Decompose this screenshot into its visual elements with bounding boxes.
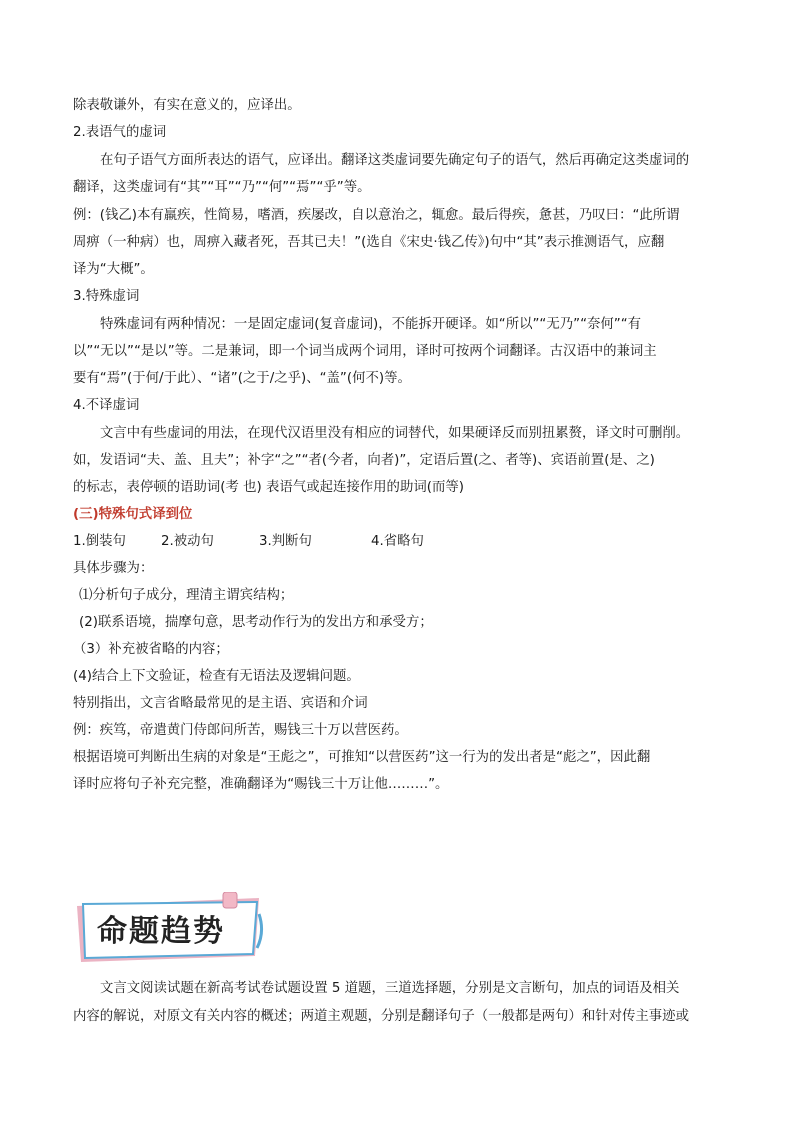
paragraph-line: 如，发语词“夫、盖、且夫”；补字“之”“者(今者，向者)”，定语后置(之、者等)、宾语前置(是、之) xyxy=(73,453,655,468)
paragraph-line: 以”“无以”“是以”等。二是兼词，即一个词当成两个词用，译时可按两个词翻译。古汉语中的兼词主 xyxy=(73,344,657,359)
section-heading: 3.特殊虚词 xyxy=(73,289,140,304)
paragraph-line: 译为“大概”。 xyxy=(73,262,154,277)
section-heading-red: (三)特殊句式译到位 xyxy=(73,507,193,522)
paragraph-line: 具体步骤为： xyxy=(73,561,154,576)
paragraph-line: 特别指出，文言省略最常见的是主语、宾语和介词 xyxy=(73,696,368,711)
paragraph-line: 文言中有些虚词的用法，在现代汉语里没有相应的词替代，如果硬译反而别扭累赘，译文时可删削。 xyxy=(100,426,690,441)
sentence-type-item: 4.省略句 xyxy=(371,534,424,549)
sentence-type-item: 2.被动句 xyxy=(161,534,214,549)
paragraph-line: 除表敬谦外，有实在意义的，应译出。 xyxy=(73,98,301,113)
sentence-type-item: 3.判断句 xyxy=(259,534,312,549)
paragraph-line: 根据语境可判断出生病的对象是“王彪之”，可推知“以营医药”这一行为的发出者是“彪之”，因此翻 xyxy=(73,750,651,765)
paragraph-line: 例：疾笃，帝遣黄门侍郎问所苦，赐钱三十万以营医药。 xyxy=(73,723,408,738)
step-item: (2)联系语境，揣摩句意，思考动作行为的发出方和承受方； xyxy=(79,615,433,630)
section-badge xyxy=(75,892,265,968)
paragraph-line: 在句子语气方面所表达的语气，应译出。翻译这类虚词要先确定句子的语气，然后再确定这类虚词的 xyxy=(100,153,690,168)
section-heading: 4.不译虚词 xyxy=(73,398,140,413)
paragraph-line: 例：(钱乙)本有羸疾，性简易，嗜酒，疾屡改，自以意治之，辄愈。最后得疾，惫甚，乃叹曰：“此所谓 xyxy=(73,208,680,223)
sentence-type-item: 1.倒装句 xyxy=(73,534,126,549)
paragraph-line: 周痹（一种病）也，周痹入藏者死，吾其已夫！”(选自《宋史·钱乙传》)句中“其”表示推测语气，应翻 xyxy=(73,235,665,250)
paragraph-line: 特殊虚词有两种情况：一是固定虚词(复音虚词)，不能拆开硬译。如“所以”“无乃”“奈何”“有 xyxy=(100,317,642,332)
badge-title: 命题趋势 xyxy=(97,914,225,949)
paragraph-line: 的标志，表停顿的语助词(考 也) 表语气或起连接作用的助词(而等) xyxy=(73,480,464,495)
step-item: （3）补充被省略的内容； xyxy=(73,642,229,657)
paragraph-line: 翻译，这类虚词有“其”“耳”“乃”“何”“焉”“乎”等。 xyxy=(73,180,371,195)
paragraph-line: 内容的解说，对原文有关内容的概述；两道主观题，分别是翻译句子（一般都是两句）和针对传主事迹或 xyxy=(73,1009,689,1024)
step-item: ⑴分析句子成分，理清主谓宾结构； xyxy=(79,588,294,603)
step-item: (4)结合上下文验证，检查有无语法及逻辑问题。 xyxy=(73,669,360,684)
section-heading: 2.表语气的虚词 xyxy=(73,125,167,140)
paragraph-line: 译时应将句子补充完整，准确翻译为“赐钱三十万让他………”。 xyxy=(73,777,449,792)
paragraph-line: 文言文阅读试题在新高考试卷试题设置 5 道题，三道选择题，分别是文言断句，加点的词语及相关 xyxy=(100,981,680,996)
sentence-types-row xyxy=(73,532,723,552)
paragraph-line: 要有“焉”(于何/于此）、“诸”(之于/之乎)、“盖”(何不)等。 xyxy=(73,371,411,386)
